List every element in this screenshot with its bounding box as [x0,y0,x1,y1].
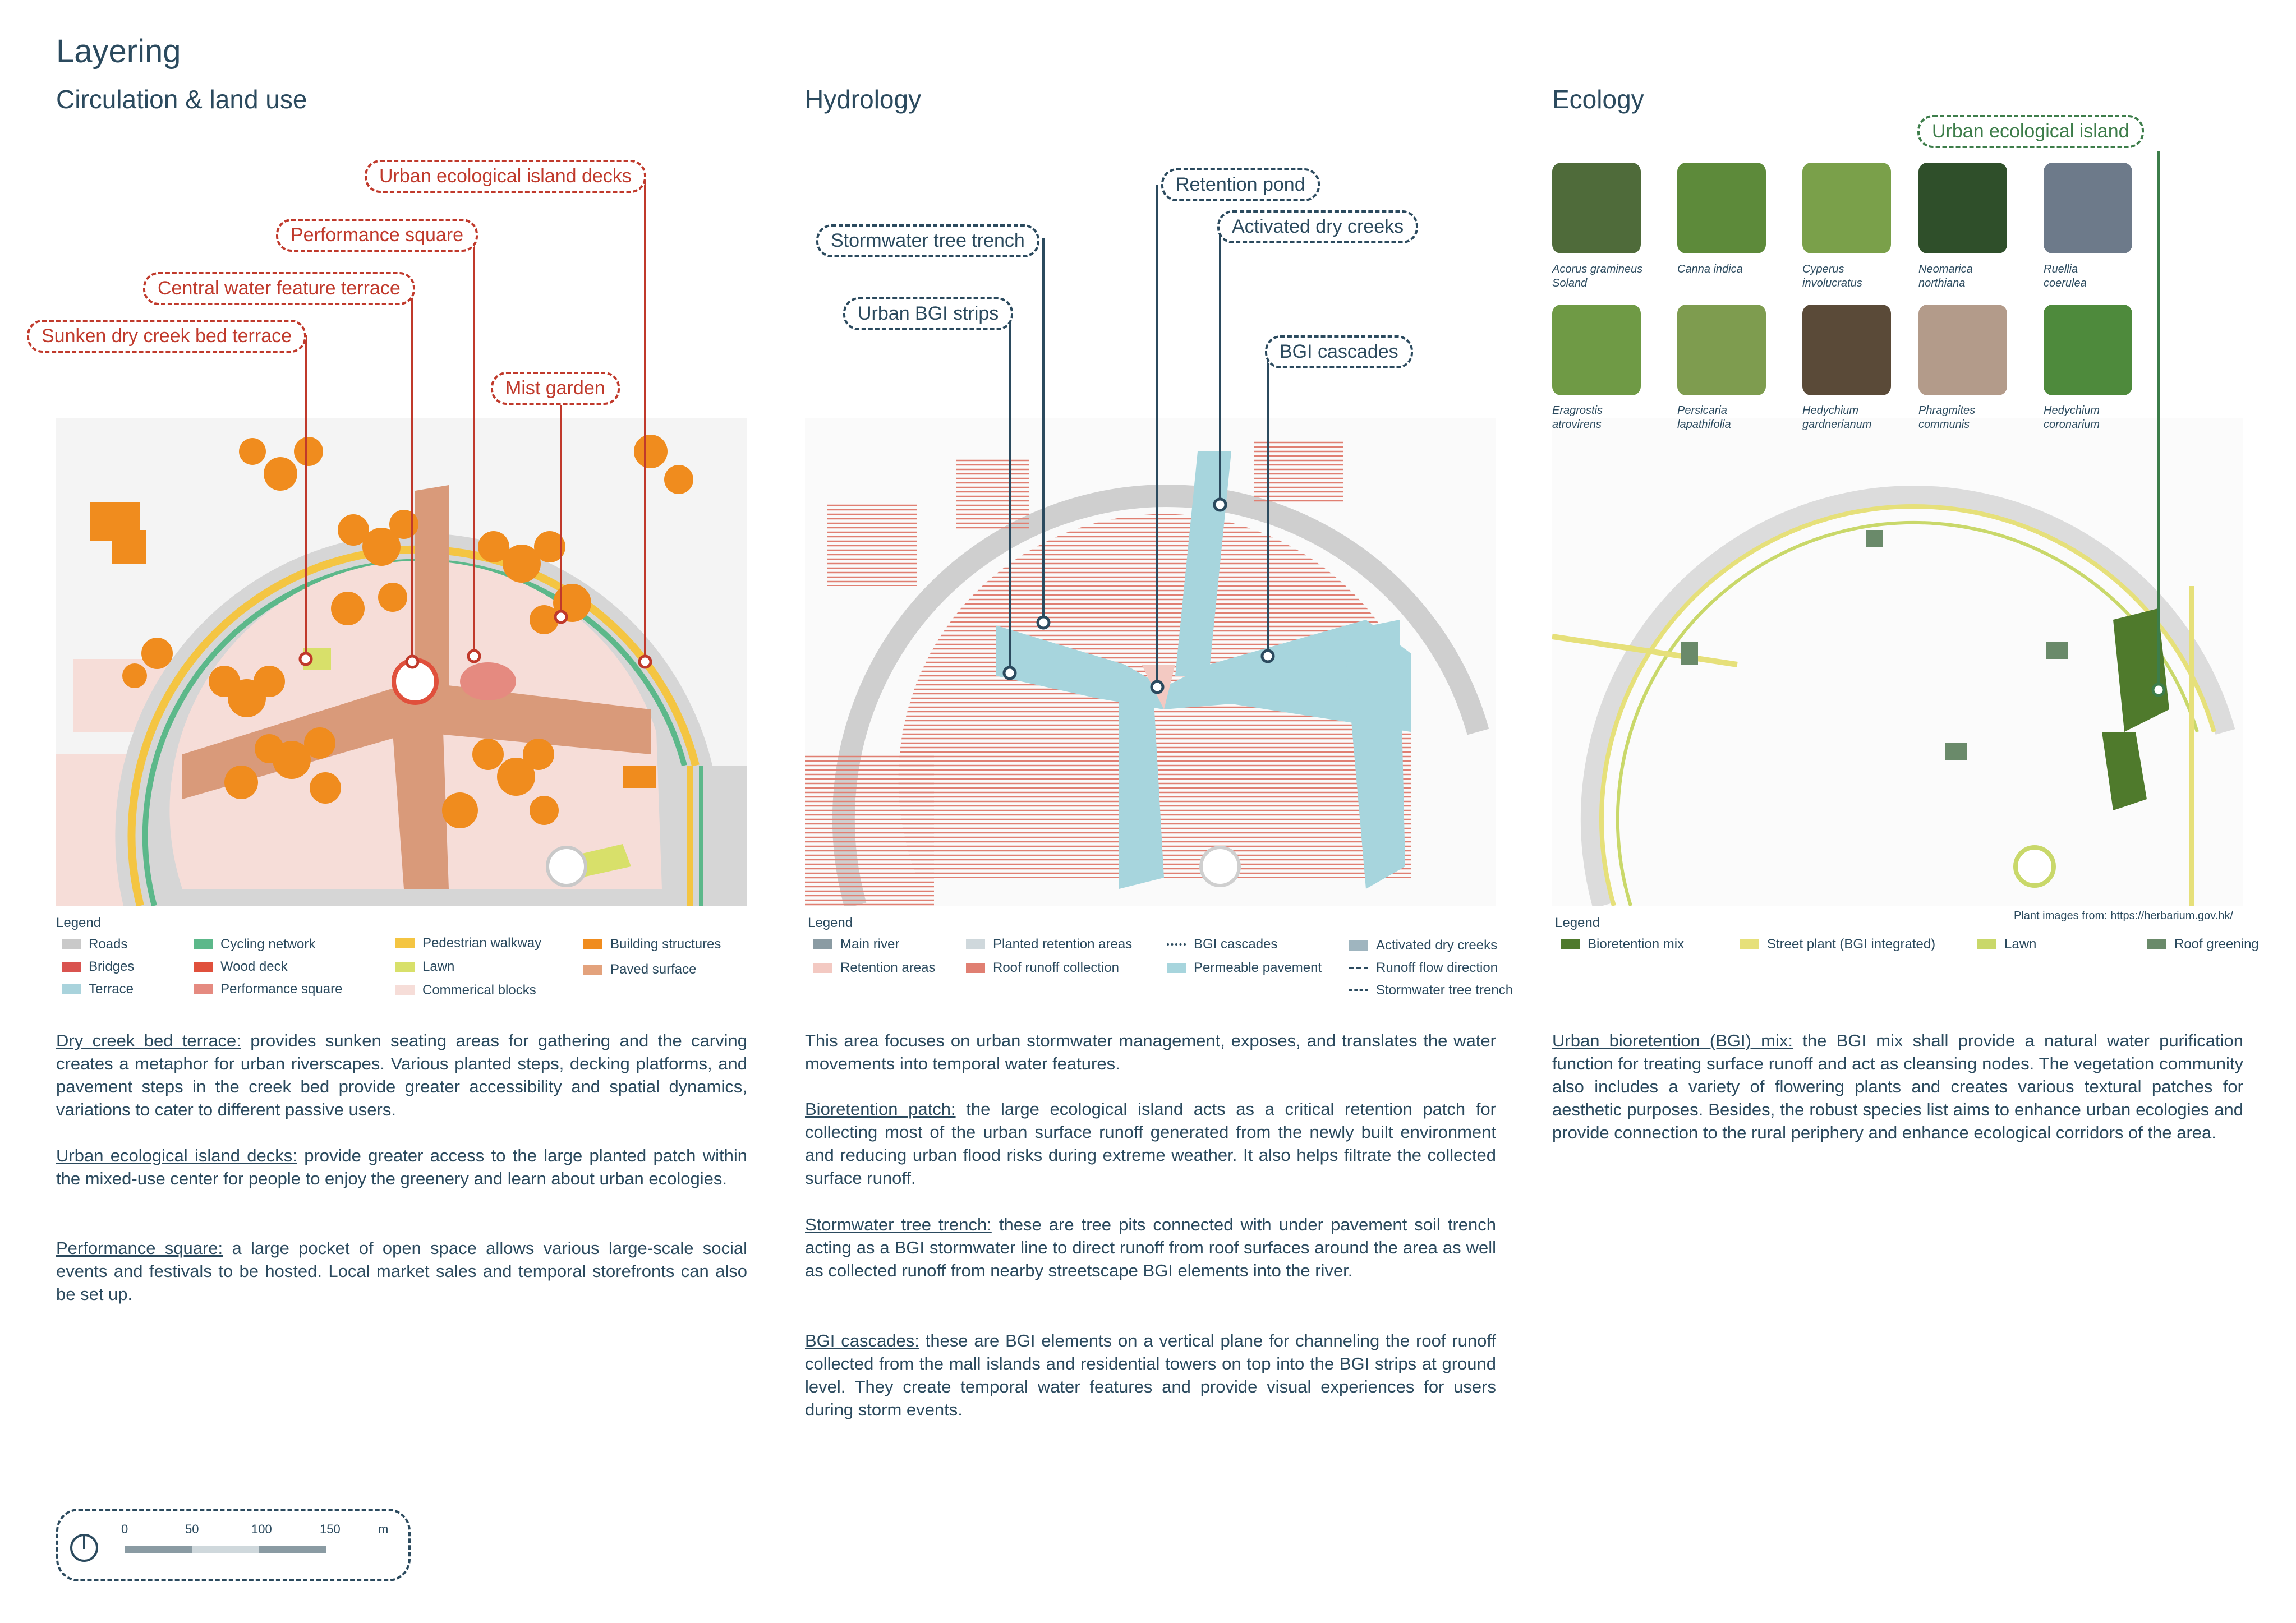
plant-image-phragmites [1918,305,2007,395]
scale-tick-150: 150 [320,1522,341,1536]
legend-swatch [62,962,81,972]
page-title: Layering [56,33,181,70]
legend-bridges [62,959,134,975]
plant-caption: Acorus gramineus Soland [1552,263,1643,289]
callout-retention-pond: Retention pond [1161,168,1320,201]
legend-label: Building structures [610,937,721,952]
legend-swatch [966,939,985,949]
legend-retention-areas [813,960,935,976]
legend-bioretention-mix [1561,937,1684,952]
plant-caption: Hedychium coronarium [2044,404,2100,431]
legend-label: Main river [840,937,900,952]
legend-label: Street plant (BGI integrated) [1767,937,1936,952]
body: provides sunken seating areas for gathering and the carving creates a metaphor for urban riverscapes. Various planted steps, decking platforms, and pavement steps in the creek bed provide greater accessibility and spatial dynamics, variations to cater to different passive users. [56,1031,748,1119]
hydrology-paragraph-bgi-cascades [805,1329,1496,1421]
term: Bioretention patch: [805,1099,956,1119]
term: BGI cascades: [805,1331,919,1350]
circulation-legend-title: Legend [56,915,102,930]
legend-label: Roof runoff collection [993,960,1120,975]
callout-activated-dry-creeks: Activated dry creeks [1217,210,1418,243]
callout-performance-square: Performance square [276,219,478,252]
legend-pedestrian-walkway [395,935,541,951]
legend-label: Cycling network [220,937,316,952]
plant-image-cyperus [1802,163,1891,253]
plant-image-ruellia [2044,163,2132,253]
legend-swatch [395,938,415,948]
legend-swatch [194,962,213,972]
body: a large pocket of open space allows various large-scale social events and festivals to be hosted. Local market sales and temporal storefronts can also be set up. [56,1238,747,1304]
ecology-legend-title: Legend [1555,915,1600,930]
plant-image-credit: Plant images from: https://herbarium.gov.hk/ [2014,910,2233,922]
legend-label: BGI cascades [1194,937,1278,952]
legend-ecology-lawn [1977,937,2036,952]
body: the BGI mix shall provide a natural water purification function for treating surface runoff and act as cleansing nodes. The vegetation community also includes a variety of flowering plants and creates various textural patches for aesthetic purposes. Besides, the robust species list aims to enhance urban ecologies and provide connection to the rural periphery and enhance ecological corridors of the area. [1552,1031,2243,1142]
callout-central-water-feature-terrace: Central water feature terrace [143,272,415,305]
body: these are tree pits connected with under pavement soil trench acting as a BGI stormwater line to direct runoff from roof surfaces around the area as well as collected runoff from nearby streetscape BGI elements into the river. [805,1215,1496,1280]
legend-swatch [62,939,81,949]
legend-label: Runoff flow direction [1376,960,1498,975]
legend-label: Roads [89,937,128,952]
term: Urban bioretention (BGI) mix: [1552,1031,1793,1050]
legend-bgi-cascades [1167,937,1277,952]
legend-swatch [1977,939,1996,949]
term: Dry creek bed terrace: [56,1031,241,1050]
legend-main-river [813,937,899,952]
plant-image-hedychium-coronarium [2044,305,2132,395]
circulation-paragraph-dry-creek [56,1029,747,1121]
legend-label: Stormwater tree trench [1376,983,1513,998]
legend-swatch [194,984,213,994]
plant-caption: Eragrostis atrovirens [1552,404,1603,431]
section-heading-circulation: Circulation & land use [56,85,307,114]
plant-image-canna [1677,163,1766,253]
scale-bar [56,1509,411,1581]
plant-image-hedychium-gardnerianum [1802,305,1891,395]
legend-cycling-network [194,937,315,952]
legend-swatch [1740,939,1759,949]
hydrology-paragraph-tree-trench [805,1213,1496,1282]
scale-tick-50: 50 [185,1522,199,1536]
legend-activated-dry-creeks [1349,938,1497,953]
legend-label: Roof greening [2174,937,2259,952]
plant-caption: Ruellia coerulea [2044,263,2087,289]
plant-image-neomarica [1918,163,2007,253]
legend-wood-deck [194,959,288,975]
legend-terrace [62,981,134,997]
legend-swatch [1561,939,1580,949]
legend-swatch [1349,989,1368,992]
plant-caption: Phragmites communis [1918,404,1976,431]
callout-mist-garden: Mist garden [491,372,620,405]
plant-caption: Cyperus involucratus [1802,263,1862,289]
callout-urban-ecological-island-decks: Urban ecological island decks [365,160,646,193]
legend-swatch [1167,963,1186,973]
ecology-paragraph-bgi-mix [1552,1029,2243,1144]
callout-stormwater-tree-trench: Stormwater tree trench [816,224,1039,257]
legend-paved-surface [583,962,696,978]
legend-swatch [966,963,985,973]
body: This area focuses on urban stormwater management, exposes, and translates the water movements into temporal water features. [805,1031,1496,1073]
circulation-paragraph-island-decks [56,1144,747,1190]
legend-label: Pedestrian walkway [422,935,542,951]
plant-caption: Hedychium gardnerianum [1802,404,1872,431]
legend-label: Permeable pavement [1194,960,1322,975]
legend-swatch [813,963,832,973]
body: these are BGI elements on a vertical plane for channeling the roof runoff collected from the mall islands and residential towers on top into the BGI strips at ground level. They create temporal water features and provide visual experiences for users during storm events. [805,1331,1496,1419]
legend-swatch [2147,939,2166,949]
scale-tick-100: 100 [251,1522,272,1536]
callout-bgi-cascades: BGI cascades [1265,335,1413,368]
legend-label: Commerical blocks [422,983,536,998]
scale-segment [192,1546,259,1553]
legend-lawn [395,959,454,975]
plant-image-acorus [1552,163,1641,253]
legend-permeable-pavement [1167,960,1322,976]
plant-caption: Persicaria lapathifolia [1677,404,1731,431]
plant-caption: Canna indica [1677,263,1743,275]
plant-image-eragrostis [1552,305,1641,395]
scale-unit: m [378,1522,389,1536]
legend-swatch [62,984,81,994]
body: the large ecological island acts as a critical retention patch for collecting most of the urban surface runoff generated from the newly built environment and reducing urban flood risks during extreme weather. It also helps filtrate the collected surface runoff. [805,1099,1496,1188]
legend-label: Paved surface [610,962,697,977]
scale-segment [125,1546,192,1553]
legend-label: Lawn [422,959,455,974]
section-heading-hydrology: Hydrology [805,85,922,114]
legend-label: Performance square [220,981,343,997]
legend-label: Bioretention mix [1588,937,1685,952]
legend-label: Activated dry creeks [1376,938,1498,953]
legend-planted-retention-areas [966,937,1132,952]
legend-performance-square [194,981,342,997]
legend-swatch [395,985,415,995]
scale-tick-0: 0 [121,1522,128,1536]
legend-roof-runoff-collection [966,960,1119,976]
section-heading-ecology: Ecology [1552,85,1644,114]
circulation-paragraph-performance-square [56,1237,747,1306]
legend-roads [62,937,127,952]
legend-street-plant [1740,937,1935,952]
hydrology-paragraph-intro [805,1029,1496,1075]
legend-swatch [194,939,213,949]
legend-swatch [813,939,832,949]
legend-building-structures [583,937,721,952]
legend-stormwater-tree-trench [1349,983,1513,998]
legend-swatch [1349,940,1368,951]
plant-caption: Neomarica northiana [1918,263,1973,289]
legend-swatch [395,962,415,972]
legend-runoff-flow-direction [1349,960,1498,976]
hydrology-legend-title: Legend [808,915,853,930]
legend-swatch [583,939,602,949]
scale-segment [259,1546,326,1553]
legend-label: Lawn [2004,937,2037,952]
legend-swatch [583,965,602,975]
term: Performance square: [56,1238,223,1258]
legend-label: Bridges [89,959,135,974]
legend-label: Wood deck [220,959,288,974]
legend-label: Terrace [89,981,134,997]
callout-urban-bgi-strips: Urban BGI strips [843,297,1013,330]
legend-commercial-blocks [395,983,536,998]
legend-swatch [1167,943,1186,946]
legend-label: Retention areas [840,960,936,975]
north-arrow-icon [68,1532,100,1564]
callout-urban-ecological-island: Urban ecological island [1917,115,2144,148]
legend-swatch [1349,967,1368,969]
term: Stormwater tree trench: [805,1215,992,1234]
callout-sunken-dry-creek-bed-terrace: Sunken dry creek bed terrace [27,320,306,353]
term: Urban ecological island decks: [56,1146,297,1165]
legend-roof-greening [2147,937,2259,952]
legend-label: Planted retention areas [993,937,1133,952]
hydrology-paragraph-bioretention-patch [805,1098,1496,1189]
body: provide greater access to the large planted patch within the mixed-use center for people to enjoy the greenery and learn about urban ecologies. [56,1146,747,1188]
plant-image-persicaria [1677,305,1766,395]
